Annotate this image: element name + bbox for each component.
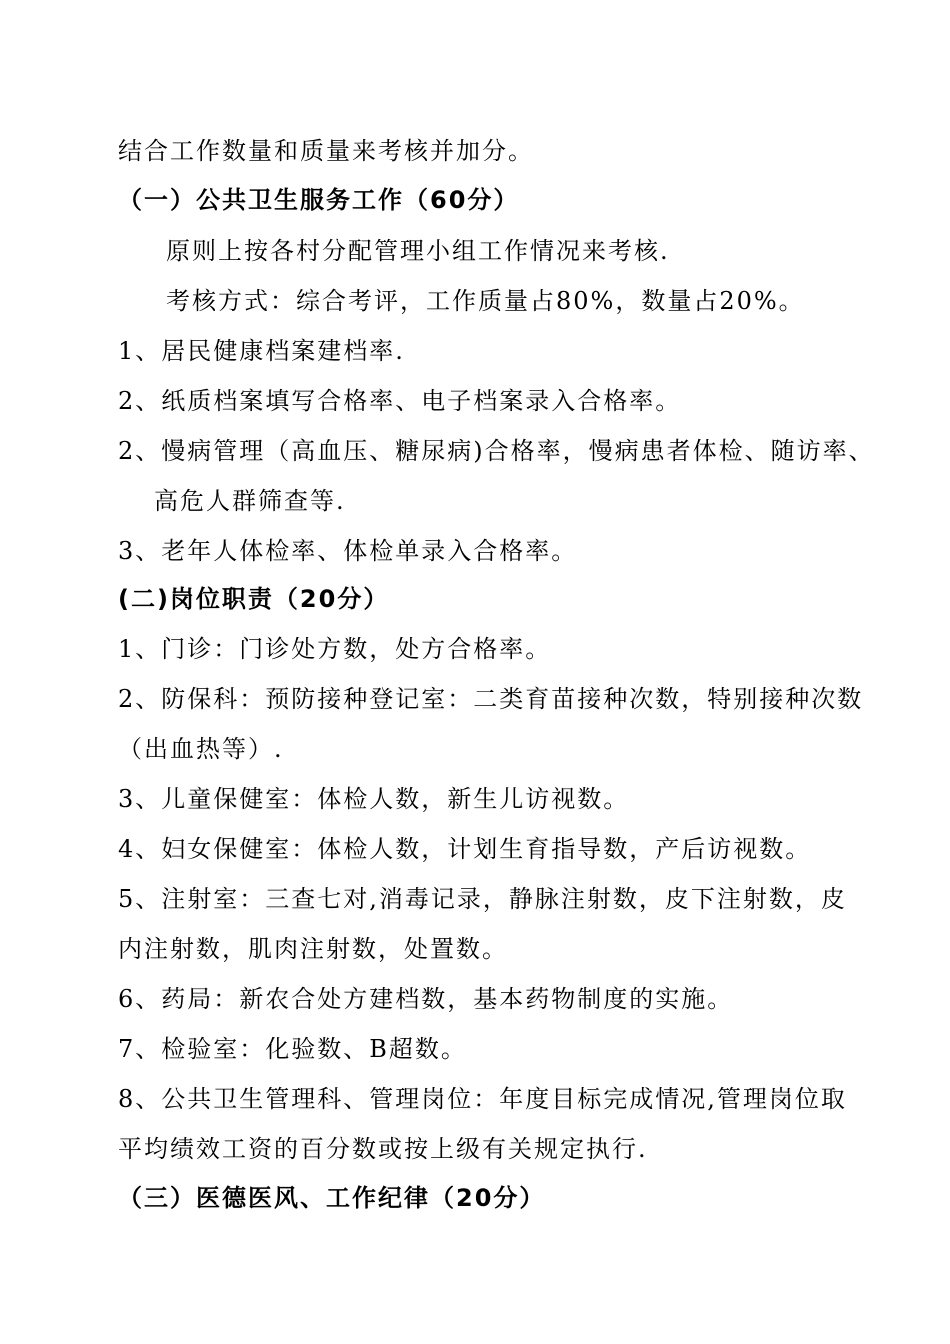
text-line: 考核方式：综合考评，工作质量占80%，数量占20%。 — [166, 287, 805, 315]
list-item-continuation: 平均绩效工资的百分数或按上级有关规定执行. — [118, 1135, 648, 1163]
list-item: 3、儿童保健室：体检人数，新生儿访视数。 — [118, 785, 630, 813]
section-heading: (二)岗位职责（20分） — [118, 585, 390, 613]
section-heading: （一）公共卫生服务工作（60分） — [118, 186, 520, 214]
text-line: 原则上按各村分配管理小组工作情况来考核. — [166, 237, 670, 265]
list-item-continuation: 内注射数，肌肉注射数，处置数。 — [118, 935, 508, 963]
list-item: 8、公共卫生管理科、管理岗位：年度目标完成情况,管理岗位取 — [118, 1085, 847, 1113]
text-line: 结合工作数量和质量来考核并加分。 — [118, 137, 534, 165]
section-heading: （三）医德医风、工作纪律（20分） — [118, 1184, 546, 1212]
list-item: 5、注射室：三查七对,消毒记录，静脉注射数，皮下注射数，皮 — [118, 885, 847, 913]
list-item: 6、药局：新农合处方建档数，基本药物制度的实施。 — [118, 985, 734, 1013]
list-item: 4、妇女保健室：体检人数，计划生育指导数，产后访视数。 — [118, 835, 812, 863]
list-item: 1、居民健康档案建档率. — [118, 337, 405, 365]
list-item-continuation: 高危人群筛查等. — [154, 487, 346, 515]
list-item: 7、检验室：化验数、B超数。 — [118, 1035, 467, 1063]
list-item: 1、门诊：门诊处方数，处方合格率。 — [118, 635, 552, 663]
list-item-continuation: （出血热等）. — [118, 735, 284, 763]
list-item: 3、老年人体检率、体检单录入合格率。 — [118, 537, 578, 565]
list-item: 2、纸质档案填写合格率、电子档案录入合格率。 — [118, 387, 682, 415]
list-item: 2、防保科：预防接种登记室：二类育苗接种次数，特别接种次数 — [118, 685, 864, 713]
list-item: 2、慢病管理（高血压、糖尿病)合格率，慢病患者体检、随访率、 — [118, 437, 875, 465]
